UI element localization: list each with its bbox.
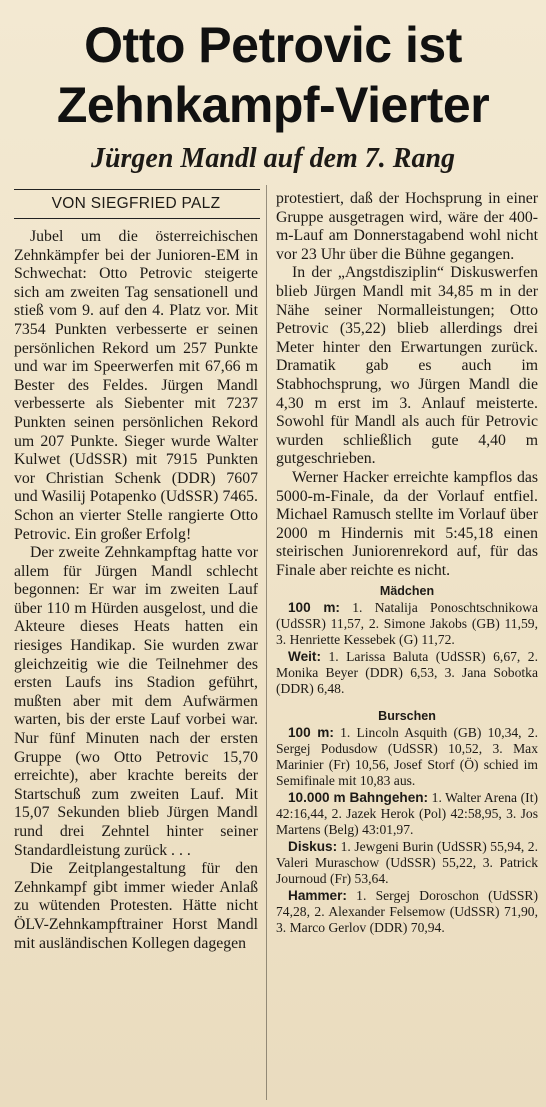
column-divider xyxy=(266,185,267,1100)
subheadline: Jürgen Mandl auf dem 7. Rang xyxy=(90,143,456,174)
result-event: 100 m: xyxy=(288,600,340,616)
paragraph: protestiert, daß der Hochsprung in einer Gruppe ausgetragen wird, wäre der 400-m-Lauf am Donnerstagabend wohl nicht vor 23 Uhr über die Bühne gegangen. xyxy=(276,190,538,263)
result-entry xyxy=(276,725,538,789)
result-text: 1. Natalija Ponoschtschnikowa (UdSSR) 11,57, 2. Simone Jakobs (GB) 11,59, 3. Henriette Kessebek (G) 11,72. xyxy=(276,600,538,648)
result-text: 1. Jewgeni Burin (UdSSR) 55,94, 2. Valeri Muraschow (UdSSR) 55,22, 3. Patrick Journoud (Fr) 53,64. xyxy=(276,839,538,887)
result-text: 1. Larissa Baluta (UdSSR) 6,67, 2. Monika Beyer (DDR) 6,53, 3. Jana Sobotka (DDR) 6,48. xyxy=(276,649,538,697)
paragraph: Werner Hacker erreichte kampflos das 5000-m-Finale, da der Vorlauf entfiel. Michael Ramusch stellte im Vorlauf über 2000 m Hindernis mit 5:45,18 einen steirischen Juniorenrekord auf, für das Finale aber reichte es nicht. xyxy=(276,468,538,579)
result-entry xyxy=(276,839,538,887)
article-column-1 xyxy=(14,228,258,953)
paragraph: In der „Angstdisziplin“ Diskuswerfen blieb Jürgen Mandl mit 34,85 m in der Nähe seiner Normalleistungen; Otto Petrovic (35,22) blieb allerdings drei Meter hinter den Erwartungen zurück. Dramatik gab es auch im Stabhochsprung, wo Jürgen Mandl die 4,30 m erst im 3. Anlauf meisterte. Sowohl für Mandl als auch für Petrovic wurden schließlich gute 4,40 m gutgeschrieben. xyxy=(276,264,538,468)
result-entry xyxy=(276,888,538,936)
article-column-2 xyxy=(276,190,538,937)
result-event: Hammer: xyxy=(288,888,347,904)
result-entry xyxy=(276,649,538,697)
headline-line-2: Zehnkampf-Vierter xyxy=(56,77,490,133)
paragraph: Die Zeitplangestaltung für den Zehnkampf gibt immer wieder Anlaß zu wütenden Protesten. Hätte nicht ÖLV-Zehnkampftrainer Horst Mandl mit ausländischen Kollegen dagegen xyxy=(14,860,258,952)
result-text: 1. Walter Arena (It) 42:16,44, 2. Jazek Herok (Pol) 42:58,95, 3. Jos Martens (Belg) 43:01,97. xyxy=(276,790,538,838)
result-entry xyxy=(276,600,538,648)
result-text: 1. Sergej Doroschon (UdSSR) 74,28, 2. Alexander Felsemow (UdSSR) 71,90, 3. Marco Gerlov (DDR) 70,94. xyxy=(276,888,538,936)
divider-bottom xyxy=(14,218,260,219)
result-text: 1. Lincoln Asquith (GB) 10,34, 2. Sergej Podusdow (UdSSR) 10,52, 3. Max Marinier (Fr) 10,56, Josef Storf (Ö) schied im Semifinale mit 10,83 aus. xyxy=(276,725,538,789)
result-event: 10.000 m Bahngehen: xyxy=(288,790,429,806)
results-section-title: Mädchen xyxy=(379,584,435,599)
results-box xyxy=(276,582,538,936)
paragraph: Der zweite Zehnkampftag hatte vor allem für Jürgen Mandl schlecht begonnen: Er war im zweiten Lauf über 110 m Hürden ausgelost, und die Akteure dieses Heats hatten ein riesiges Handikap. Sie wurden zwar gleichzeitig wie die Teilnehmer des ersten Laufs ins Stadion geführt, mußten aber mit dem Aufwärmen warten, bis der erste Lauf vorbei war. Nur fünf Minuten nach der ersten Gruppe (wo Otto Petrovic 15,70 erreichte), aber krachte bereits der Startschuß zum zweiten Lauf. Mit 15,07 Sekunden blieb Jürgen Mandl rund drei Zehntel hinter seiner Standardleistung zurück . . . xyxy=(14,544,258,859)
byline: VON SIEGFRIED PALZ xyxy=(51,195,221,212)
results-section-title: Burschen xyxy=(378,709,436,724)
result-event: 100 m: xyxy=(288,725,334,741)
paragraph: Jubel um die österreichischen Zehnkämpfer bei der Junioren-EM in Schwechat: Otto Petrovic steigerte sich am zweiten Tag sensationell und stieß vom 9. auf den 4. Platz vor. Mit 7354 Punkten verbesserte er seinen persönlichen Rekord um 257 Punkte und war im Speerwerfen mit 67,66 m Bester des Feldes. Jürgen Mandl verbesserte als Siebenter mit 7237 Punkten seinen persönlichen Rekord um 207 Punkte. Sieger wurde Walter Kulwet (UdSSR) mit 7915 Punkten vor Christian Schenk (DDR) 7607 und Wasilij Potapenko (UdSSR) 7465. Schon an vierter Stelle rangierte Otto Petrovic. Ein großer Erfolg! xyxy=(14,228,258,543)
result-entry xyxy=(276,790,538,838)
divider-top xyxy=(14,189,260,190)
result-event: Diskus: xyxy=(288,839,338,855)
headline-line-1: Otto Petrovic ist xyxy=(84,17,462,73)
result-event: Weit: xyxy=(288,649,321,665)
